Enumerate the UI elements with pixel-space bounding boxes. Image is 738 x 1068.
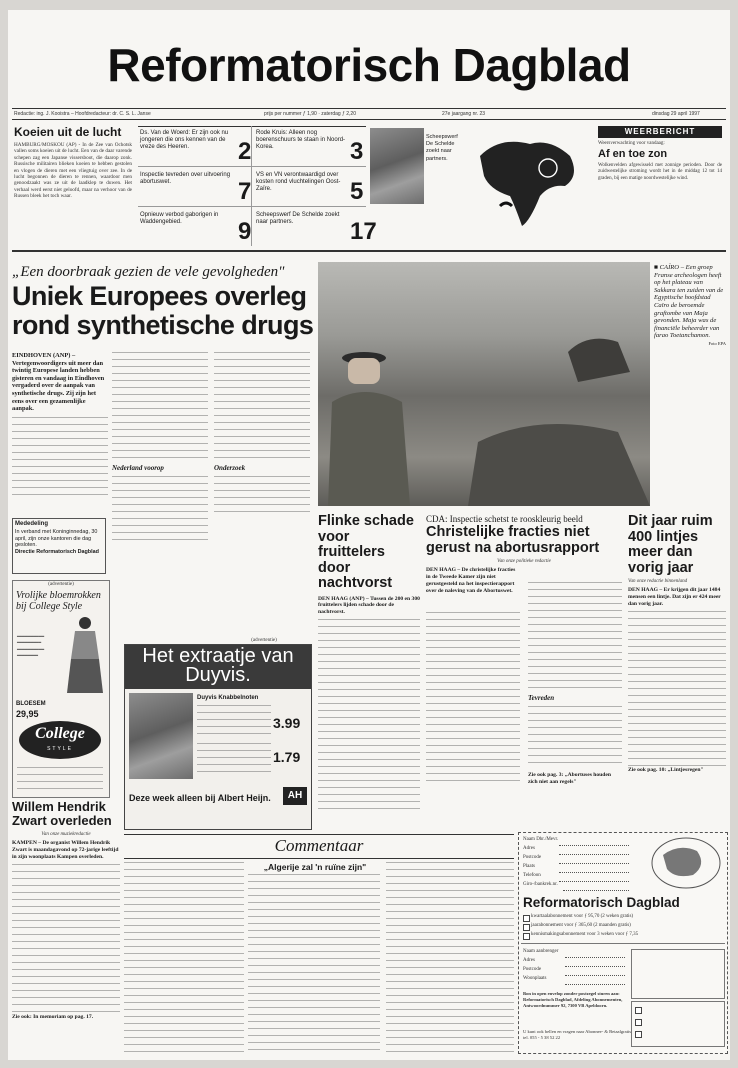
archaeologist-figure bbox=[318, 262, 650, 506]
cda-headline: Christelijke fracties niet gerust na abortusrapport bbox=[426, 524, 600, 556]
weather-title: Af en toe zon bbox=[598, 148, 668, 160]
option-label: jaarabonnement voor ƒ 365,60 (2 maanden gratis) bbox=[531, 923, 631, 928]
mededeling-title: Mededeling bbox=[15, 521, 49, 527]
duyvis-product-photo bbox=[129, 693, 193, 779]
willem-reference[interactable]: Zie ook: In memoriam op pag. 17. bbox=[12, 1013, 94, 1020]
subscription-coupon bbox=[518, 832, 728, 1054]
option-checkbox[interactable] bbox=[523, 924, 530, 931]
weather-sub: Weersverwachting voor vandaag: bbox=[598, 141, 665, 146]
duyvis-price-2: 1.79 bbox=[273, 749, 301, 765]
weather-heading: WEERBERICHT bbox=[598, 126, 722, 138]
option-label: kwartaalabonnement voor ƒ 95,70 (2 weken gratis) bbox=[531, 914, 634, 919]
weather-box bbox=[470, 126, 724, 236]
teaser-item[interactable]: Rode Kruis: Alleen nog boerenschuurs te staan in Noord-Korea. bbox=[256, 130, 346, 151]
commentaar-heading: Commentaar bbox=[274, 836, 364, 855]
world-map-icon bbox=[470, 126, 590, 236]
field-label: Naam Dhr./Mevr. bbox=[523, 837, 559, 842]
flinke-lead: DEN HAAG (ANP) – Tussen de 200 en 300 fruittelers lijden schade door de nachtvorst. bbox=[318, 595, 420, 616]
albert-heijn-logo: AH bbox=[283, 787, 307, 805]
willem-article bbox=[12, 800, 120, 1020]
lead-kicker: „Een doorbraak gezien de vele gevolgheden" bbox=[12, 264, 285, 280]
lead-column-3 bbox=[214, 352, 310, 516]
field-label: Postcode bbox=[523, 855, 542, 860]
weather-body: Wolkenvelden afgewisseld met zonnige perioden. Door de zuidwestelijke stroming wordt het in de middag 12 tot 14 graden, bij een matige noordwestelijke wind. bbox=[598, 163, 722, 181]
newspaper-page bbox=[8, 10, 730, 1060]
phone-field[interactable] bbox=[559, 874, 629, 882]
cda-lead: DEN HAAG – De christelijke fracties in de Tweede Kamer zijn niet gerustgesteld na het inspectierapport over de naleving van de Abortuswet. bbox=[426, 567, 516, 594]
option-checkbox[interactable] bbox=[523, 933, 530, 940]
lintjes-byline: Van onze redactie binnenland bbox=[628, 579, 688, 584]
teaser-page-number: 17 bbox=[350, 218, 377, 245]
lead-column-2 bbox=[112, 352, 208, 546]
field-label: Giro-/bankrek.nr. bbox=[523, 882, 558, 887]
cda-body-col2 bbox=[528, 582, 622, 690]
lead-headline-line1: Uniek Europees overleg bbox=[12, 281, 307, 311]
lead-body-text bbox=[12, 417, 108, 495]
teaser-page-number: 7 bbox=[238, 178, 252, 205]
gift-checkbox[interactable] bbox=[635, 1019, 642, 1026]
masthead-title: Reformatorisch Dagblad bbox=[107, 39, 631, 91]
field-label: Plaats bbox=[523, 864, 535, 869]
ad-price-label: BLOESEM bbox=[16, 701, 46, 707]
duyvis-headline: Het extraatje van Duyvis. bbox=[125, 645, 311, 689]
photo-caption-text: CAÏRO – Een groep Franse archeologen heeft op het plateau van Sakkara ten zuiden van de Egyptische hoofdstad Caïro de beroemde graftombe van Maja gevonden. Maja was de financiële beheerder van farao Toetanchamon. bbox=[654, 264, 724, 340]
field-label: Woonplaats bbox=[523, 976, 547, 981]
ad-store-list bbox=[17, 767, 103, 789]
cda-reference[interactable]: Zie ook pag. 3: „Abortuses houden zich niet aan regels" bbox=[528, 772, 611, 785]
teaser-item[interactable]: Opnieuw verbod gaborigen in Waddengebied. bbox=[140, 212, 219, 226]
willem-byline: Van onze muziekredactie bbox=[41, 832, 91, 837]
field-label: Adres bbox=[523, 958, 535, 963]
gift-checkbox[interactable] bbox=[635, 1031, 642, 1038]
mededeling-sign: Directie Reformatorisch Dagblad bbox=[15, 548, 99, 555]
lintjes-article bbox=[628, 514, 726, 773]
teaser-page-number: 5 bbox=[350, 178, 364, 205]
issue-date: dinsdag 29 april 1997 bbox=[652, 111, 700, 117]
teaser-grid bbox=[138, 126, 377, 246]
koeien-body: HAMBURG/MOSKOU (AP) - In de Zee van Ochotsk vallen soms koeien uit de lucht. Een van de daar varende schepen zag een Japanse vissersboot, die daarop zonk. Russische militairen blieken koeien te hebben gestolen en vlogen de dieren met een vliegtuig over zee. In de lucht begonnen de dieren te rennen, waardoor men genoodzaakt was ze uit de laadklep te duwen. Het verhaal werd eerst niet geloofd, maar na verhoor van de Russen bleek het toch waar. bbox=[14, 142, 132, 200]
mededeling-box bbox=[12, 518, 106, 574]
duyvis-ad[interactable] bbox=[124, 644, 312, 830]
teaser-item[interactable]: VS en VN verontwaardigd over kosten rond vluchtelingen Oost-Zaïre. bbox=[256, 172, 341, 193]
lead-headline-line2: rond synthetische drugs bbox=[12, 310, 314, 340]
section-divider bbox=[12, 250, 726, 252]
archaeology-photo bbox=[318, 262, 650, 506]
koeien-article bbox=[14, 126, 132, 200]
issue-number: 27e jaargang nr. 23 bbox=[442, 111, 486, 117]
lead-headline bbox=[12, 282, 314, 340]
name-field[interactable] bbox=[559, 838, 629, 846]
ad-headline: Vrolijke bloemrokken bij College Style bbox=[16, 590, 101, 613]
cda-byline: Van onze politieke redactie bbox=[497, 559, 551, 564]
college-logo: College STYLE bbox=[19, 721, 101, 759]
lead-dateline: EINDHOVEN (ANP) – bbox=[12, 352, 76, 359]
ship-photo bbox=[370, 128, 424, 204]
field-label: Telefoon bbox=[523, 873, 541, 878]
commentaar-col2 bbox=[248, 874, 380, 1052]
college-style-ad[interactable] bbox=[12, 580, 110, 798]
flinke-body bbox=[318, 619, 420, 811]
ad-tag: (advertentie) bbox=[48, 582, 74, 587]
field-label: Adres bbox=[523, 846, 535, 851]
coupon-logo: Reformatorisch Dagblad bbox=[523, 895, 680, 910]
duyvis-footer: Deze week alleen bij Albert Heijn. bbox=[129, 793, 271, 803]
teaser-item[interactable]: Inspectie tevreden over uitvoering abortuswet. bbox=[140, 172, 231, 186]
bank-account-field[interactable] bbox=[563, 883, 629, 891]
mededeling-body: In verband met Koninginnedag, 30 april, zijn onze kantoren die dag gesloten. bbox=[15, 529, 98, 549]
cda-body-col1 bbox=[426, 612, 520, 784]
commentaar-title: „Algerije zal 'n ruïne zijn" bbox=[263, 862, 367, 872]
koeien-heading: Koeien uit de lucht bbox=[14, 125, 122, 139]
cda-subhead: Tevreden bbox=[528, 694, 555, 702]
commentaar-col3 bbox=[386, 862, 514, 1052]
referrer-address-field[interactable] bbox=[565, 959, 625, 967]
ad-price: 29,95 bbox=[16, 709, 39, 719]
teaser-item[interactable]: Ds. Van de Woerd: Er zijn ook nu jongeren die ons kennen van de vreze des Heeren. bbox=[140, 130, 229, 151]
photo-caption: ■ CAÏRO – Een groep Franse archeologen heeft op het plateau van Sakkara ten zuiden van de Egyptische hoofdstad Caïro de beroemde graftombe van Maja gevonden. Maja was de financiële beheerder van farao Toetanchamon. Foto EPA bbox=[654, 264, 726, 346]
option-checkbox[interactable] bbox=[523, 915, 530, 922]
teaser-page-number: 2 bbox=[238, 138, 252, 165]
referrer-postcode-field[interactable] bbox=[565, 968, 625, 976]
cda-kicker: CDA: Inspectie schetst te rooskleurig beeld bbox=[426, 514, 583, 524]
gift-checkbox[interactable] bbox=[635, 1007, 642, 1014]
teaser-item[interactable]: Scheepswerf De Schelde zoekt naar partners. bbox=[426, 134, 458, 162]
postcode-field[interactable] bbox=[559, 856, 629, 864]
ad-copy: ━━━━━━━━━ ━━━━━━━━ ━━━━━━━━━ ━━━━━━━ bbox=[17, 635, 45, 660]
duyvis-item: Duyvis Knabbelnoten bbox=[197, 695, 259, 701]
coupon-phone-line: U kunt ook bellen en vragen naar Abonnee- & Betaalgratis tel. 055 - 5 38 52 22 bbox=[523, 1029, 632, 1040]
ad-tag: (advertentie) bbox=[251, 638, 277, 643]
flinke-article bbox=[318, 514, 420, 811]
model-figure bbox=[65, 615, 105, 695]
cda-body-col3 bbox=[528, 706, 622, 768]
lintjes-body bbox=[628, 611, 726, 767]
field-label: Naam aanbrenger bbox=[523, 949, 559, 954]
lead-intro: Vertegenwoordigers uit meer dan twintig Europese landen hebben gisteren en vandaag in Eindhoven vergaderd over de aanpak van synthetische drugs. Zij zijn het eens over een gezamenlijke aanpak. bbox=[12, 359, 105, 413]
address-field[interactable] bbox=[559, 847, 629, 855]
lead-subhead-nederland: Nederland voorop bbox=[112, 464, 164, 472]
price-line: prijs per nummer ƒ 1,90 · zaterdag ƒ 2,20 bbox=[264, 111, 356, 117]
date-bar bbox=[12, 108, 726, 120]
field-label: Postcode bbox=[523, 967, 542, 972]
globe-icon bbox=[649, 835, 723, 891]
willem-lead: KAMPEN – De organist Willem Hendrik Zwart is maandagavond op 72-jarige leeftijd in zijn woonplaats Kampen overleden. bbox=[12, 840, 119, 860]
referrer-city-field[interactable] bbox=[565, 977, 625, 985]
teaser-item[interactable]: Scheepswerf De Schelde zoekt naar partners. bbox=[256, 212, 340, 226]
photo-credit: Foto EPA bbox=[708, 340, 726, 346]
gift-box bbox=[631, 949, 725, 999]
commentaar-col1 bbox=[124, 862, 244, 1052]
lintjes-headline: Dit jaar ruim 400 lintjes meer dan vorig jaar bbox=[628, 513, 713, 576]
city-field[interactable] bbox=[559, 865, 629, 873]
editor-line: Redactie: ing. J. Kooistra – Hoofdredacteur: dr. C. S. L. Janse bbox=[14, 111, 151, 117]
gift-options-box bbox=[631, 1001, 725, 1047]
referrer-name-field[interactable] bbox=[565, 950, 625, 958]
lead-subhead-onderzoek: Onderzoek bbox=[214, 464, 246, 472]
willem-body bbox=[12, 864, 120, 1014]
teaser-page-number: 9 bbox=[238, 218, 252, 245]
willem-headline: Willem Hendrik Zwart overleden bbox=[12, 799, 112, 828]
teaser-page-number: 3 bbox=[350, 138, 364, 165]
coupon-send-instructions: Bon in open envelop zonder postzegel sturen aan: Reformatorisch Dagblad, Afdeling Abonnementen, Antwoordnummer 92, 7300 VB Apeldoorn. bbox=[523, 991, 623, 1008]
lintjes-lead: DEN HAAG – Er krijgen dit jaar 1484 mensen een lintje. Dat zijn er 424 meer dan vorig jaar. bbox=[628, 587, 721, 607]
duyvis-price-1: 3.99 bbox=[273, 715, 301, 731]
lintjes-reference[interactable]: Zie ook pag. 10: „Lintjesregen" bbox=[628, 766, 704, 773]
option-label: kennismakingsabonnement voor 3 weken voor ƒ 7,35 bbox=[531, 932, 639, 937]
lead-intro-column bbox=[12, 352, 108, 495]
flinke-headline: Flinke schade voor fruittelers door nachtvorst bbox=[318, 513, 414, 591]
